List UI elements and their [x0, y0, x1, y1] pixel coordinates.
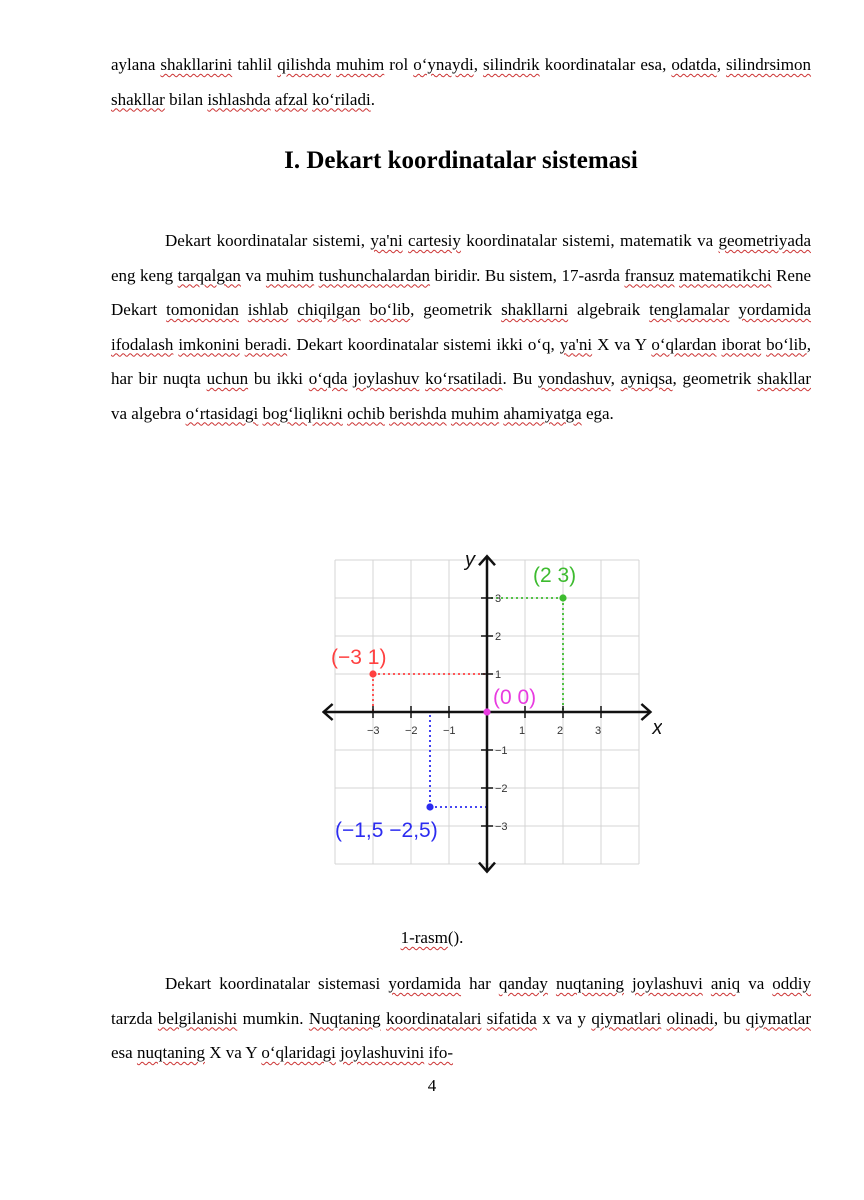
text-run: . Dekart koordinatalar sistemi ikki o‘q,	[287, 334, 560, 354]
underlined-word: silindrsimon	[726, 55, 812, 74]
text-run: aylana	[111, 55, 161, 74]
underlined-word: yordamida	[738, 300, 812, 319]
text-run: X va Y	[592, 334, 652, 354]
underlined-word: qiymatlari	[591, 1008, 662, 1028]
y-tick-label: −3	[495, 821, 508, 833]
underlined-word: ko‘riladi	[312, 89, 371, 109]
x-tick-label: 1	[519, 725, 526, 737]
underlined-word: tushunchalardan	[318, 265, 431, 285]
underlined-word: shakllarini	[160, 55, 233, 74]
underlined-word: nuqtaning	[136, 1043, 205, 1062]
text-run	[703, 974, 711, 993]
underlined-word: ya'ni	[559, 334, 593, 354]
text-run: Dekart koordinatalar sistemi,	[165, 231, 371, 250]
text-run	[288, 300, 297, 319]
point-label: (2 3)	[533, 564, 577, 587]
underlined-word: fransuz	[624, 265, 675, 285]
underlined-word: aniq	[710, 974, 741, 993]
text-run: , har bir nuqta	[111, 334, 811, 388]
y-tick-label: 3	[495, 593, 502, 605]
underlined-word: oddiy	[772, 974, 812, 993]
underlined-word: Nuqtaning	[308, 1008, 381, 1028]
underlined-word: tomonidan	[166, 300, 239, 319]
underlined-word: geometriyada	[718, 231, 811, 250]
underlined-word: yordamida	[388, 974, 462, 993]
underlined-word: ifo-	[428, 1043, 454, 1062]
text-run: va	[740, 974, 773, 993]
text-run: ,	[473, 55, 483, 74]
underlined-word: shakllarni	[501, 300, 569, 319]
underlined-word: o‘qlardan	[651, 334, 717, 354]
underlined-word: tarqalgan	[177, 265, 241, 285]
text-run	[239, 300, 248, 319]
underlined-word: silindrik	[482, 55, 540, 74]
underlined-word: sifatida	[486, 1008, 537, 1028]
underlined-word: joylashuvi	[632, 974, 703, 993]
underlined-word: uchun	[206, 369, 249, 388]
text-run: .	[370, 89, 375, 109]
text-run: bilan	[164, 89, 208, 109]
underlined-word: nuqtaning	[555, 974, 624, 993]
y-tick-label: −2	[495, 783, 508, 795]
page-number: 4	[427, 1076, 437, 1095]
section-heading: I. Dekart koordinatalar sistemasi	[284, 147, 638, 174]
underlined-word: afzal	[274, 89, 308, 109]
text-run: X va Y	[204, 1043, 262, 1062]
underlined-word: ifodalash	[111, 334, 174, 354]
underlined-word: olinadi	[666, 1008, 714, 1028]
coordinate-figure	[322, 548, 662, 883]
point-marker	[483, 708, 490, 715]
text-run: bu ikki	[248, 369, 309, 388]
underlined-word: o‘ynaydi	[413, 55, 474, 74]
underlined-word: ko‘rsatiladi	[425, 369, 503, 388]
text-run: . Bu	[502, 369, 539, 388]
text-run: Dekart koordinatalar sistemasi	[165, 974, 389, 993]
text-run: koordinatalar sistemi, matematik va	[460, 231, 719, 250]
underlined-word: ochib	[347, 403, 385, 423]
underlined-word: muhim	[450, 403, 500, 423]
underlined-word: imkonini	[178, 334, 240, 354]
underlined-word: matematikchi	[679, 265, 772, 285]
underlined-word: beradi	[244, 334, 288, 354]
underlined-word: bog‘liqlikni	[262, 403, 343, 423]
underlined-word: o‘qda	[308, 369, 348, 388]
text-run: har	[461, 974, 499, 993]
point-marker	[369, 670, 376, 677]
points	[331, 564, 576, 842]
text-run: tahlil	[232, 55, 278, 74]
text-run: ,	[610, 369, 621, 388]
underlined-word: berishda	[389, 403, 447, 423]
underlined-word: o‘rtasidagi	[185, 403, 259, 423]
text-run: ().	[447, 928, 464, 947]
point-label: (−1,5 −2,5)	[335, 819, 438, 842]
underlined-word: cartesiy	[408, 231, 461, 250]
underlined-word: joylashuv	[353, 369, 420, 388]
underlined-word: qiymatlar	[745, 1008, 812, 1028]
text-run: , geometrik	[410, 300, 502, 319]
point-label: (−3 1)	[331, 646, 387, 669]
text-run: rol	[384, 55, 414, 74]
text-run: algebraik	[568, 300, 650, 319]
text-run: eng keng	[111, 265, 178, 285]
text-run: tarzda	[111, 1008, 158, 1028]
figure-caption	[0, 928, 864, 948]
underlined-word: tenglamalar	[649, 300, 730, 319]
point-label: (0 0)	[493, 686, 537, 709]
underlined-word: belgilanishi	[157, 1008, 238, 1028]
text-run: , bu	[713, 1008, 746, 1028]
underlined-word: koordinatalari	[386, 1008, 482, 1028]
underlined-word: ya'ni	[370, 231, 403, 250]
underlined-word: chiqilgan	[297, 300, 361, 319]
x-tick-label: −1	[443, 725, 456, 737]
underlined-word: shakllar	[111, 89, 165, 109]
text-run: koordinatalar esa,	[539, 55, 672, 74]
underlined-word: muhim	[265, 265, 315, 285]
underlined-word: ishlashda	[207, 89, 271, 109]
text-run: , geometrik	[672, 369, 758, 388]
underlined-word: ahamiyatga	[503, 403, 582, 423]
x-tick-label: 3	[595, 725, 602, 737]
text-run: va	[240, 265, 266, 285]
underlined-word: o‘qlaridagi	[261, 1043, 336, 1062]
x-tick-label: −3	[367, 725, 380, 737]
x-axis-label: x	[652, 717, 662, 739]
text-run: ,	[716, 55, 726, 74]
underlined-word: shakllar	[757, 369, 811, 388]
text-run: biridir. Bu sistem, 17-asrda	[430, 265, 625, 285]
y-tick-label: 1	[495, 669, 502, 681]
underlined-word: odatda	[671, 55, 717, 74]
text-run	[729, 300, 738, 319]
text-run: x va y	[536, 1008, 592, 1028]
point-marker	[426, 803, 433, 810]
underlined-word: 1-rasm	[400, 928, 448, 947]
paragraph-second	[111, 967, 811, 1071]
paragraph-top	[111, 48, 811, 117]
text-run: va algebra	[111, 403, 186, 423]
paragraph-intro	[111, 224, 811, 431]
text-run: mumkin.	[237, 1008, 309, 1028]
y-axis-label: y	[465, 549, 475, 572]
text-run	[548, 974, 556, 993]
underlined-word: ayniqsa	[620, 369, 673, 388]
text-run: esa	[111, 1043, 137, 1062]
point-marker	[559, 594, 566, 601]
y-tick-label: −1	[495, 745, 508, 757]
underlined-word: yondashuv	[538, 369, 611, 388]
x-tick-label: 2	[557, 725, 564, 737]
underlined-word: qilishda	[277, 55, 332, 74]
text-run: Rene Dekart	[111, 265, 812, 319]
text-run: ega.	[581, 403, 614, 423]
underlined-word: bo‘lib	[369, 300, 411, 319]
x-tick-label: −2	[405, 725, 418, 737]
text-run	[624, 974, 632, 993]
underlined-word: joylashuvini	[340, 1043, 425, 1062]
y-tick-label: 2	[495, 631, 502, 643]
underlined-word: muhim	[336, 55, 385, 74]
underlined-word: bo‘lib	[766, 334, 807, 354]
underlined-word: qanday	[498, 974, 548, 993]
underlined-word: ishlab	[247, 300, 289, 319]
underlined-word: iborat	[721, 334, 762, 354]
